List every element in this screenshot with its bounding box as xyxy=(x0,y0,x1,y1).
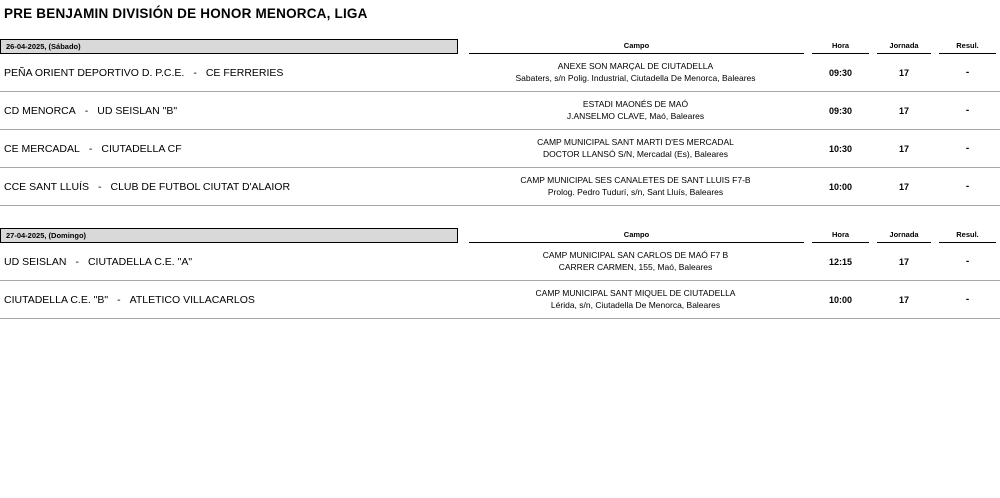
versus-separator: - xyxy=(75,255,79,268)
match-row[interactable] xyxy=(0,54,1000,92)
away-team: CIUTADELLA CF xyxy=(101,142,182,155)
venue-cell xyxy=(463,130,808,168)
match-time: 09:30 xyxy=(808,54,873,92)
schedule-group xyxy=(0,39,1000,206)
column-header-resul-cell xyxy=(935,39,1000,54)
venue-name: ESTADI MAONÉS DE MAÓ xyxy=(582,99,689,109)
venue-address: J.ANSELMO CLAVE, Maó, Baleares xyxy=(566,110,705,121)
venue-address: Prolog. Pedro Tudurí, s/n, Sant Lluís, Baleares xyxy=(547,186,724,197)
column-header-resul-cell xyxy=(935,228,1000,243)
page-title: PRE BENJAMIN DIVISIÓN DE HONOR MENORCA, LIGA xyxy=(4,6,368,21)
match-jornada: 17 xyxy=(873,54,935,92)
match-row[interactable] xyxy=(0,168,1000,206)
match-teams-cell[interactable] xyxy=(0,54,463,92)
venue-name: CAMP MUNICIPAL SANT MIQUEL DE CIUTADELLA xyxy=(535,288,736,298)
group-header-row xyxy=(0,228,1000,243)
column-header-jornada-cell xyxy=(873,39,935,54)
match-row[interactable] xyxy=(0,243,1000,281)
match-result: - xyxy=(935,130,1000,168)
column-header-campo: Campo xyxy=(469,40,804,54)
match-jornada: 17 xyxy=(873,130,935,168)
date-label: 27-04-2025, (Domingo) xyxy=(0,228,458,243)
match-row[interactable] xyxy=(0,281,1000,319)
venue-name: CAMP MUNICIPAL SAN CARLOS DE MAÓ F7 B xyxy=(542,250,729,260)
match-teams-cell[interactable] xyxy=(0,243,463,281)
versus-separator: - xyxy=(98,180,102,193)
venue-cell xyxy=(463,92,808,130)
date-header-cell xyxy=(0,39,463,54)
versus-separator: - xyxy=(84,104,89,117)
match-result: - xyxy=(935,54,1000,92)
match-jornada: 17 xyxy=(873,168,935,206)
match-time: 10:00 xyxy=(808,281,873,319)
match-time: 10:00 xyxy=(808,168,873,206)
venue-cell xyxy=(463,54,808,92)
home-team: CCE SANT LLUÍS xyxy=(4,180,89,193)
column-header-resul: Resul. xyxy=(939,229,996,243)
away-team: UD SEISLAN "B" xyxy=(97,104,178,117)
column-header-jornada: Jornada xyxy=(877,229,931,243)
column-header-campo-cell xyxy=(463,39,808,54)
venue-name: CAMP MUNICIPAL SES CANALETES DE SANT LLUIS F7-B xyxy=(520,175,751,185)
schedule-table xyxy=(0,39,1000,206)
date-label: 26-04-2025, (Sábado) xyxy=(0,39,458,54)
venue-cell xyxy=(463,243,808,281)
match-result: - xyxy=(935,92,1000,130)
column-header-campo-cell xyxy=(463,228,808,243)
column-header-hora-cell xyxy=(808,39,873,54)
match-teams-cell[interactable] xyxy=(0,281,463,319)
venue-cell xyxy=(463,281,808,319)
schedule-group xyxy=(0,228,1000,319)
match-result: - xyxy=(935,168,1000,206)
away-team: CLUB DE FUTBOL CIUTAT D'ALAIOR xyxy=(110,180,291,193)
home-team: CD MENORCA xyxy=(4,104,76,117)
match-time: 12:15 xyxy=(808,243,873,281)
schedule-table xyxy=(0,228,1000,319)
venue-name: ANEXE SON MARÇAL DE CIUTADELLA xyxy=(557,61,714,71)
match-jornada: 17 xyxy=(873,281,935,319)
home-team: UD SEISLAN xyxy=(4,255,67,268)
versus-separator: - xyxy=(193,66,197,79)
versus-separator: - xyxy=(88,142,93,155)
column-header-jornada: Jornada xyxy=(877,40,931,54)
match-time: 09:30 xyxy=(808,92,873,130)
column-header-campo: Campo xyxy=(469,229,804,243)
match-jornada: 17 xyxy=(873,243,935,281)
versus-separator: - xyxy=(117,293,121,306)
home-team: PEÑA ORIENT DEPORTIVO D. P.C.E. xyxy=(4,66,185,79)
column-header-hora-cell xyxy=(808,228,873,243)
venue-address: Sabaters, s/n Polig. Industrial, Ciutadella De Menorca, Baleares xyxy=(515,72,756,83)
home-team: CE MERCADAL xyxy=(4,142,80,155)
column-header-jornada-cell xyxy=(873,228,935,243)
match-teams-cell[interactable] xyxy=(0,130,463,168)
match-result: - xyxy=(935,243,1000,281)
column-header-hora: Hora xyxy=(812,40,869,54)
home-team: CIUTADELLA C.E. "B" xyxy=(4,293,109,306)
match-time: 10:30 xyxy=(808,130,873,168)
away-team: CE FERRERIES xyxy=(205,66,284,79)
schedule-groups xyxy=(0,39,1000,319)
column-header-resul: Resul. xyxy=(939,40,996,54)
date-header-cell xyxy=(0,228,463,243)
venue-address: Lérida, s/n, Ciutadella De Menorca, Baleares xyxy=(550,299,721,310)
match-result: - xyxy=(935,281,1000,319)
away-team: ATLETICO VILLACARLOS xyxy=(129,293,255,306)
column-header-hora: Hora xyxy=(812,229,869,243)
match-teams-cell[interactable] xyxy=(0,168,463,206)
venue-address: CARRER CARMEN, 155, Maó, Baleares xyxy=(558,261,713,272)
match-row[interactable] xyxy=(0,92,1000,130)
venue-address: DOCTOR LLANSÓ S/N, Mercadal (Es), Baleares xyxy=(542,148,728,159)
away-team: CIUTADELLA C.E. "A" xyxy=(87,255,193,268)
match-row[interactable] xyxy=(0,130,1000,168)
match-teams-cell[interactable] xyxy=(0,92,463,130)
venue-cell xyxy=(463,168,808,206)
match-jornada: 17 xyxy=(873,92,935,130)
group-header-row xyxy=(0,39,1000,54)
venue-name: CAMP MUNICIPAL SANT MARTI D'ES MERCADAL xyxy=(537,137,734,147)
